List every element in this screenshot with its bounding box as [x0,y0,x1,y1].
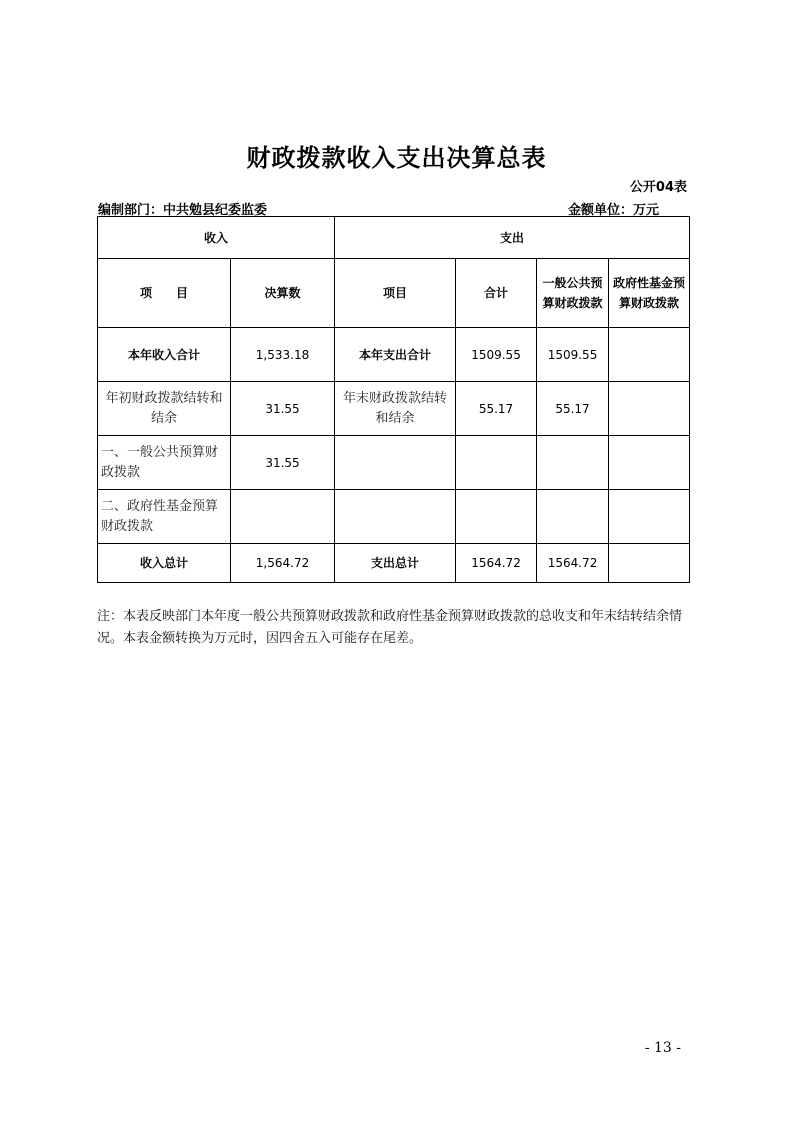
cell-exp-item: 年末财政拨款结转和结余 [335,382,456,436]
footnote: 注：本表反映部门本年度一般公共预算财政拨款和政府性基金预算财政拨款的总收支和年末结转结余情况。本表金额转换为万元时，因四舍五入可能存在尾差。 [97,609,683,646]
header-item: 项 目 [98,259,231,328]
cell-income-value: 1,564.72 [231,544,335,583]
cell-general: 55.17 [537,382,609,436]
cell-fund [609,490,690,544]
budget-table [97,216,690,583]
cell-general [537,436,609,490]
cell-fund [609,544,690,583]
cell-income-item: 一、一般公共预算财政拨款 [98,436,231,490]
cell-income-item: 收入总计 [98,544,231,583]
cell-fund [609,436,690,490]
header-exp-item: 项目 [335,259,456,328]
table-subheader-row [98,259,690,328]
table-row [98,382,690,436]
cell-income-value: 1,533.18 [231,328,335,382]
cell-total: 1564.72 [456,544,537,583]
header-general-budget: 一般公共预算财政拨款 [537,259,609,328]
cell-total: 1509.55 [456,328,537,382]
table-row [98,436,690,490]
table-row [98,328,690,382]
cell-general: 1509.55 [537,328,609,382]
department-label: 编制部门：中共勉县纪委监委 [98,203,268,218]
header-gov-fund: 政府性基金预算财政拨款 [609,259,690,328]
header-final-amount: 决算数 [231,259,335,328]
header-income: 收入 [98,217,335,259]
cell-total [456,436,537,490]
cell-exp-item: 本年支出合计 [335,328,456,382]
table-row [98,490,690,544]
cell-fund [609,382,690,436]
cell-income-item: 本年收入合计 [98,328,231,382]
unit-label: 金额单位：万元 [567,203,659,218]
table-header-row [98,217,690,259]
header-total: 合计 [456,259,537,328]
cell-general: 1564.72 [537,544,609,583]
cell-income-value: 31.55 [231,436,335,490]
cell-income-value [231,490,335,544]
cell-general [537,490,609,544]
cell-total: 55.17 [456,382,537,436]
cell-exp-item: 支出总计 [335,544,456,583]
page-title: 财政拨款收入支出决算总表 [246,143,547,172]
table-row [98,544,690,583]
cell-income-item: 二、政府性基金预算财政拨款 [98,490,231,544]
cell-income-value: 31.55 [231,382,335,436]
cell-income-item: 年初财政拨款结转和结余 [98,382,231,436]
cell-exp-item [335,436,456,490]
page-number: - 13 - [644,1040,681,1056]
form-number: 公开04表 [629,180,687,195]
cell-fund [609,328,690,382]
cell-exp-item [335,490,456,544]
cell-total [456,490,537,544]
header-expense: 支出 [335,217,690,259]
